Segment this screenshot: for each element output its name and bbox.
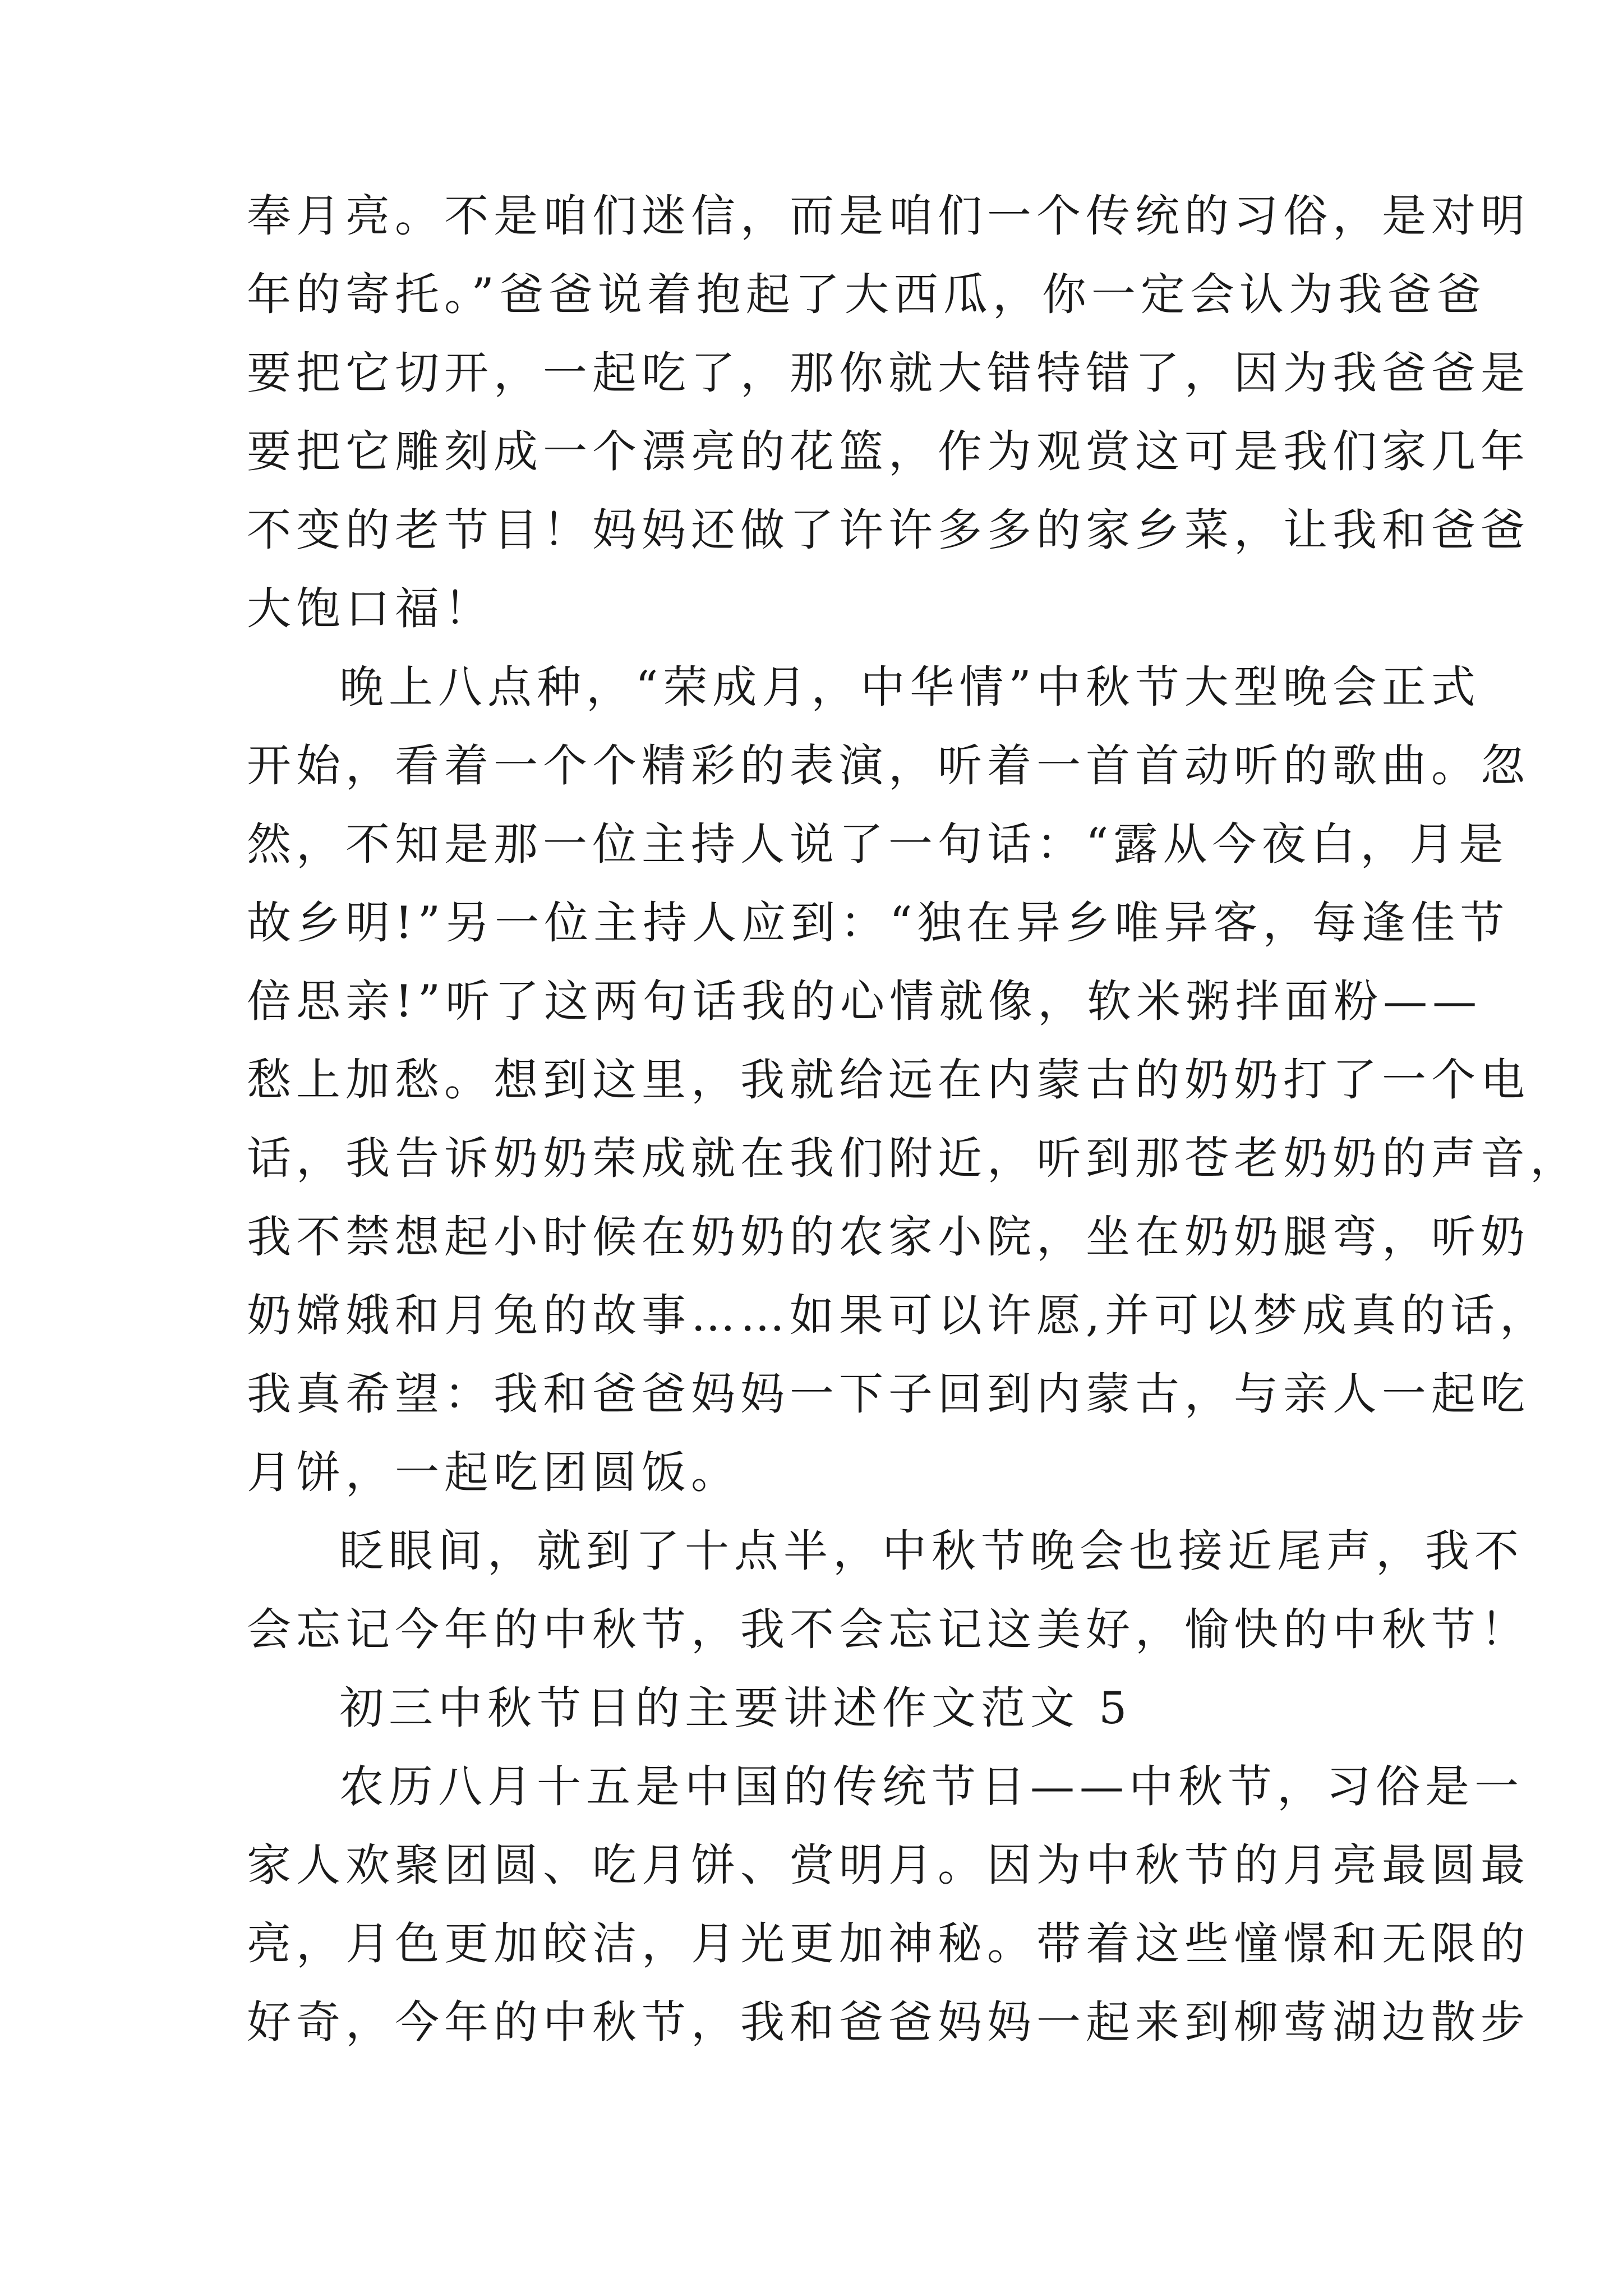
section-heading: 初三中秋节日的主要讲述作文范文 5 — [339, 1682, 1132, 1734]
text-line: 倍思亲!”听了这两句话我的心情就像，软米粥拌面粉—— — [247, 976, 1482, 1027]
text-line: 会忘记今年的中秋节，我不会忘记这美好，愉快的中秋节！ — [247, 1604, 1530, 1655]
body-text — [247, 177, 1579, 2062]
text-line: 家人欢聚团圆、吃月饼、赏明月。因为中秋节的月亮最圆最 — [247, 1839, 1530, 1891]
text-line: 奉月亮。不是咱们迷信，而是咱们一个传统的习俗，是对明 — [247, 190, 1530, 242]
text-line: 我不禁想起小时候在奶奶的农家小院，坐在奶奶腿弯，听奶 — [247, 1211, 1530, 1263]
text-line: 要把它雕刻成一个漂亮的花篮，作为观赏这可是我们家几年 — [247, 426, 1530, 477]
text-line: 要把它切开，一起吃了，那你就大错特错了，因为我爸爸是 — [247, 347, 1530, 399]
paragraph-start-line: 晚上八点种，“荣成月，中华情”中秋节大型晚会正式 — [339, 661, 1481, 713]
text-line: 愁上加愁。想到这里，我就给远在内蒙古的奶奶打了一个电 — [247, 1054, 1530, 1106]
text-line: 我真希望：我和爸爸妈妈一下子回到内蒙古，与亲人一起吃 — [247, 1368, 1530, 1420]
text-line: 好奇，今年的中秋节，我和爸爸妈妈一起来到柳莺湖边散步 — [247, 1996, 1530, 2048]
text-line: 开始，看着一个个精彩的表演，听着一首首动听的歌曲。忽 — [247, 740, 1530, 792]
text-line: 月饼，一起吃团圆饭。 — [247, 1447, 740, 1498]
text-line: 亮，月色更加皎洁，月光更加神秘。带着这些憧憬和无限的 — [247, 1918, 1530, 1970]
text-line: 故乡明!”另一位主持人应到：“独在异乡唯异客，每逢佳节 — [247, 897, 1510, 949]
text-line: 不变的老节目！妈妈还做了许许多多的家乡菜，让我和爸爸 — [247, 504, 1530, 556]
paragraph-start-line: 眨眼间，就到了十点半，中秋节晚会也接近尾声，我不 — [339, 1525, 1524, 1577]
paragraph-start-line: 农历八月十五是中国的传统节日——中秋节，习俗是一 — [339, 1761, 1524, 1812]
text-line: 大饱口福！ — [247, 583, 494, 634]
text-line: 年的寄托。”爸爸说着抱起了大西瓜，你一定会认为我爸爸 — [247, 269, 1486, 320]
text-line: 话，我告诉奶奶荣成就在我们附近，听到那苍老奶奶的声音， — [247, 1133, 1579, 1184]
text-line: 奶嫦娥和月兔的故事……如果可以许愿,并可以梦成真的话， — [247, 1290, 1550, 1341]
text-line: 然，不知是那一位主持人说了一句话：“露从今夜白，月是 — [247, 818, 1509, 870]
